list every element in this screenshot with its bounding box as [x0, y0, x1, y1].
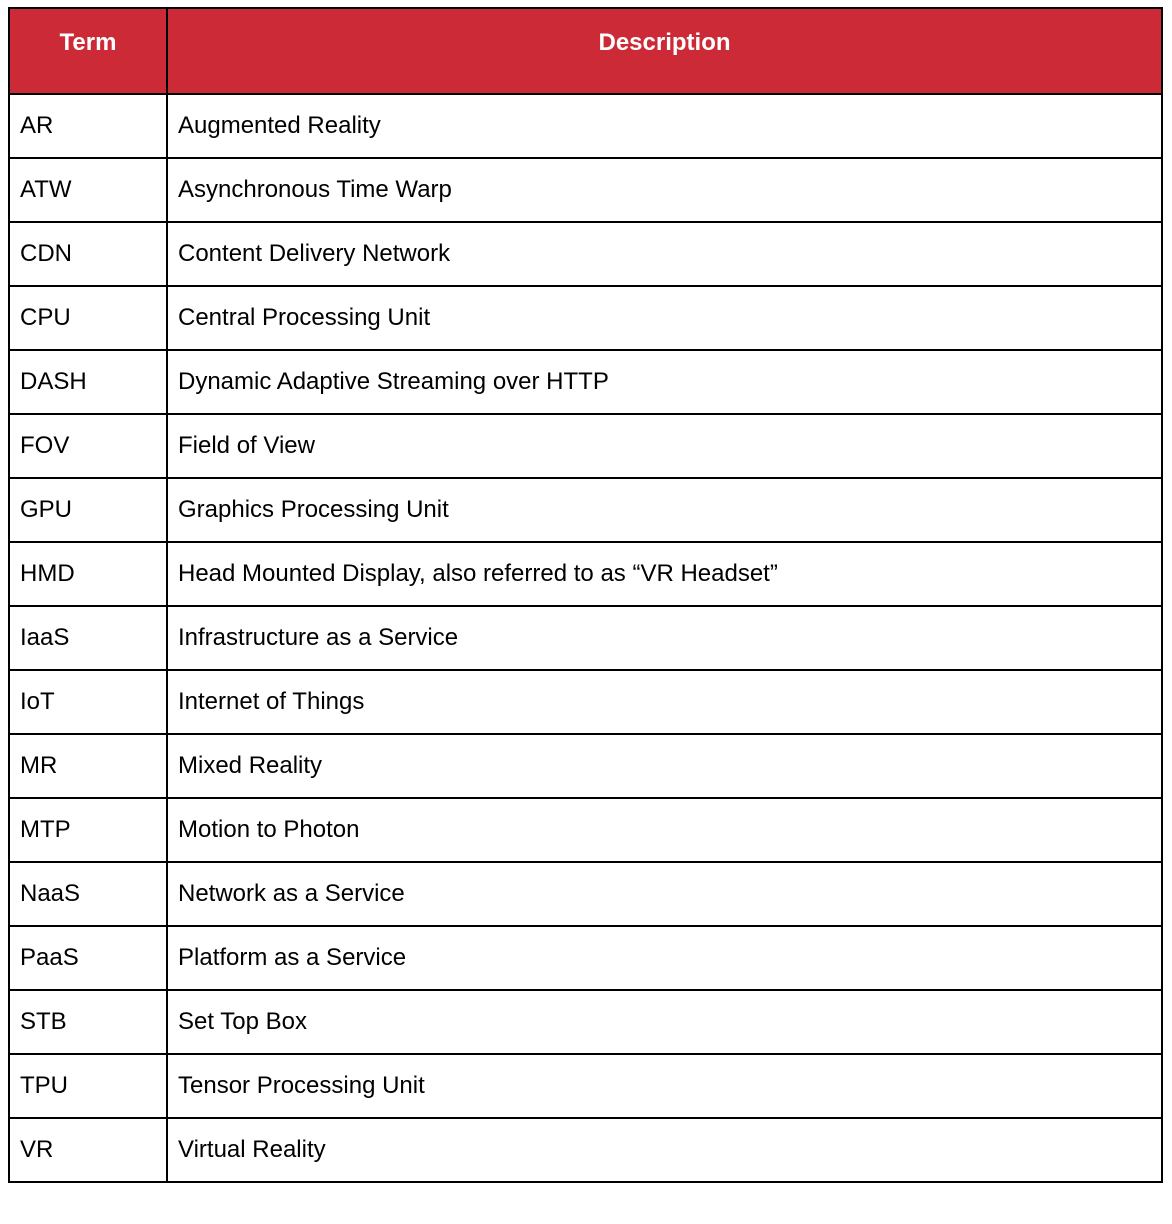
description-cell: Virtual Reality	[167, 1118, 1162, 1182]
description-cell: Dynamic Adaptive Streaming over HTTP	[167, 350, 1162, 414]
table-row	[9, 990, 1162, 1054]
term-cell: GPU	[9, 478, 167, 542]
table-row	[9, 478, 1162, 542]
table-row	[9, 286, 1162, 350]
description-cell: Internet of Things	[167, 670, 1162, 734]
term-cell: TPU	[9, 1054, 167, 1118]
table-row	[9, 158, 1162, 222]
table-row	[9, 350, 1162, 414]
term-column-header: Term	[9, 8, 167, 94]
term-cell: NaaS	[9, 862, 167, 926]
table-row	[9, 1054, 1162, 1118]
term-cell: HMD	[9, 542, 167, 606]
table-row	[9, 734, 1162, 798]
term-cell: DASH	[9, 350, 167, 414]
description-cell: Central Processing Unit	[167, 286, 1162, 350]
term-cell: MTP	[9, 798, 167, 862]
table-row	[9, 606, 1162, 670]
table-row	[9, 414, 1162, 478]
description-cell: Infrastructure as a Service	[167, 606, 1162, 670]
description-cell: Asynchronous Time Warp	[167, 158, 1162, 222]
term-cell: IoT	[9, 670, 167, 734]
description-cell: Motion to Photon	[167, 798, 1162, 862]
description-cell: Augmented Reality	[167, 94, 1162, 158]
term-cell: FOV	[9, 414, 167, 478]
term-cell: ATW	[9, 158, 167, 222]
table-row	[9, 94, 1162, 158]
description-cell: Graphics Processing Unit	[167, 478, 1162, 542]
description-cell: Tensor Processing Unit	[167, 1054, 1162, 1118]
header-row	[9, 8, 1162, 94]
description-cell: Set Top Box	[167, 990, 1162, 1054]
term-cell: IaaS	[9, 606, 167, 670]
term-cell: CDN	[9, 222, 167, 286]
table-row	[9, 670, 1162, 734]
table-row	[9, 1118, 1162, 1182]
table-row	[9, 222, 1162, 286]
description-cell: Platform as a Service	[167, 926, 1162, 990]
table-row	[9, 542, 1162, 606]
table-row	[9, 926, 1162, 990]
table-row	[9, 798, 1162, 862]
description-cell: Network as a Service	[167, 862, 1162, 926]
description-column-header: Description	[167, 8, 1162, 94]
term-cell: MR	[9, 734, 167, 798]
term-cell: AR	[9, 94, 167, 158]
term-cell: STB	[9, 990, 167, 1054]
term-cell: CPU	[9, 286, 167, 350]
description-cell: Head Mounted Display, also referred to as “VR Headset”	[167, 542, 1162, 606]
glossary-table	[8, 7, 1163, 1183]
description-cell: Field of View	[167, 414, 1162, 478]
table-row	[9, 862, 1162, 926]
description-cell: Mixed Reality	[167, 734, 1162, 798]
term-cell: VR	[9, 1118, 167, 1182]
term-cell: PaaS	[9, 926, 167, 990]
description-cell: Content Delivery Network	[167, 222, 1162, 286]
